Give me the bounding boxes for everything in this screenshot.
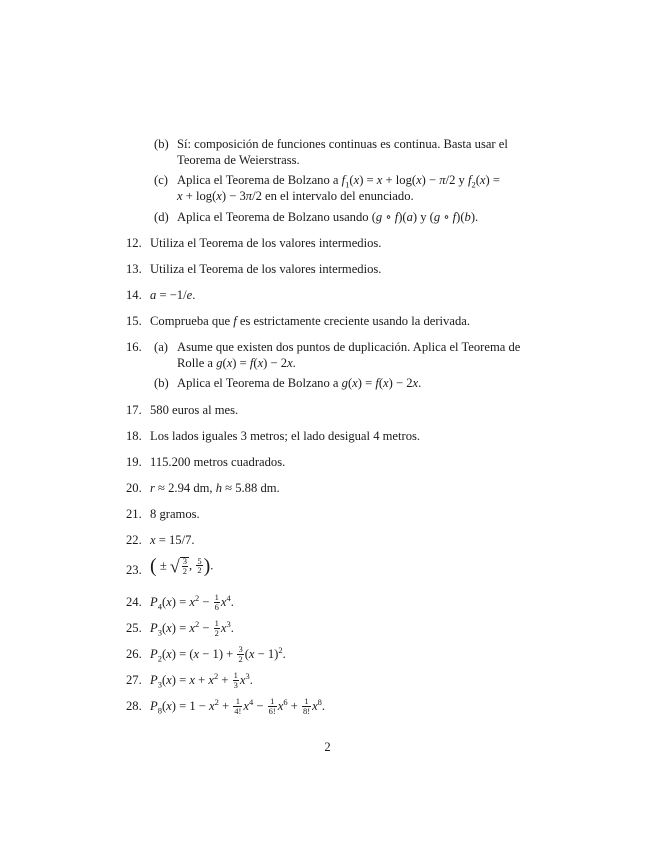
subitem-line: Teorema de Weierstrass.	[177, 153, 300, 167]
subitem-text: Aplica el Teorema de Bolzano a g(x) = f(x) − 2x.	[177, 376, 422, 390]
item-number: 26.	[126, 647, 142, 661]
text-fragment: gramos.	[159, 507, 200, 521]
value: 3	[240, 429, 247, 443]
subitem-label: (b)	[154, 376, 169, 390]
subitem-text	[177, 136, 537, 168]
item-number: 15.	[126, 314, 142, 328]
text-fragment: Aplica el Teorema de Bolzano a	[177, 376, 339, 390]
item-text: $P_3(x) = x^2$ − $\frac{1}{2}$ $x^3$.	[150, 618, 234, 638]
subitem-line: Sí: composición de funciones continuas es continua. Basta usar el	[177, 137, 508, 151]
item-number: 20.	[126, 481, 142, 495]
item-number: 22.	[126, 533, 142, 547]
item-number: 28.	[126, 699, 142, 713]
item-text: $P_2(x) = (x - 1)$ + $\frac{3}{2}$ $(x - 1)^2$.	[150, 644, 286, 664]
page-number: 2	[324, 740, 331, 754]
item-number: 19.	[126, 455, 142, 469]
item-number: 16.	[126, 340, 142, 354]
subitem-text: Asume que existen dos puntos de duplicación. Aplica el Teorema de Rolle a g(x) = f(x) − 2x.	[177, 339, 537, 371]
unit: dm	[260, 481, 277, 495]
value: 4	[373, 429, 380, 443]
text-fragment: Los lados iguales	[150, 429, 238, 443]
item-number: 23.	[126, 563, 142, 577]
text-fragment: metros cuadrados.	[193, 455, 286, 469]
value: 2.94	[168, 481, 191, 495]
subitem-label: (c)	[154, 173, 168, 187]
item-number: 12.	[126, 236, 142, 250]
item-number: 17.	[126, 403, 142, 417]
text-fragment: Aplica el Teorema de Bolzano a	[177, 173, 339, 187]
value: 8	[150, 507, 157, 521]
text-fragment: metros; el lado desigual	[250, 429, 371, 443]
item-text: x = 15/7.	[150, 533, 195, 547]
subitem-text: Aplica el Teorema de Bolzano usando (g ∘ f)(a) y (g ∘ f)(b).	[177, 210, 479, 224]
subitem-text: Aplica el Teorema de Bolzano a $f_1(x) = x + \log(x) - \pi/2$ y $f_2(x)$ = x + log(x) − 3π/2 en el intervalo del enunciado.	[177, 173, 500, 203]
subitem-label: (b)	[154, 137, 169, 151]
value: 580	[150, 403, 169, 417]
item-text: ( ± √ $\frac{3}{2}$ , $\frac{5}{2}$ ).	[150, 554, 214, 577]
item-text: r ≈ 2.94 dm, h ≈ 5.88 dm.	[150, 481, 280, 495]
text-fragment: Aplica el Teorema de Bolzano usando	[177, 210, 369, 224]
value: 5.88	[235, 481, 258, 495]
item-text: $P_4(x) = x^2$ − $\frac{1}{6}$ $x^4$.	[150, 592, 234, 612]
item-number: 25.	[126, 621, 142, 635]
subitem-label: (a)	[154, 340, 168, 354]
item-number: 13.	[126, 262, 142, 276]
item-number: 14.	[126, 288, 142, 302]
item-number: 21.	[126, 507, 142, 521]
text-fragment: metros.	[382, 429, 421, 443]
item-text	[150, 454, 537, 470]
subitem-line: Asume que existen dos puntos de duplicación. Aplica el Teorema de	[177, 340, 521, 354]
item-text: a = −1/e.	[150, 288, 196, 302]
item-text	[150, 428, 537, 444]
item-number: 27.	[126, 673, 142, 687]
item-number: 24.	[126, 595, 142, 609]
item-text: Utiliza el Teorema de los valores intermedios.	[150, 236, 382, 250]
subitem-label: (d)	[154, 210, 169, 224]
item-text: $P_8(x) = 1 - x^2$ + $\frac{1}{4!}$ $x^4$ − $\frac{1}{6!}$ $x^6$ + $\frac{1}{8!}$ $x^8$.	[150, 696, 326, 716]
item-text: Utiliza el Teorema de los valores intermedios.	[150, 262, 382, 276]
text-fragment: euros al mes.	[172, 403, 239, 417]
text-fragment: es estrictamente creciente usando la derivada.	[239, 314, 470, 328]
item-text	[150, 506, 537, 522]
unit: dm	[193, 481, 210, 495]
item-text: Comprueba que f es estrictamente creciente usando la derivada.	[150, 314, 470, 328]
text-fragment: Rolle a	[177, 356, 214, 370]
value: 115.200	[150, 455, 191, 469]
item-number: 18.	[126, 429, 142, 443]
item-text: $P_3(x) = x + x^2$ + $\frac{1}{3}$ $x^3$.	[150, 670, 253, 690]
text-fragment: Comprueba que	[150, 314, 231, 328]
item-text	[150, 402, 537, 418]
